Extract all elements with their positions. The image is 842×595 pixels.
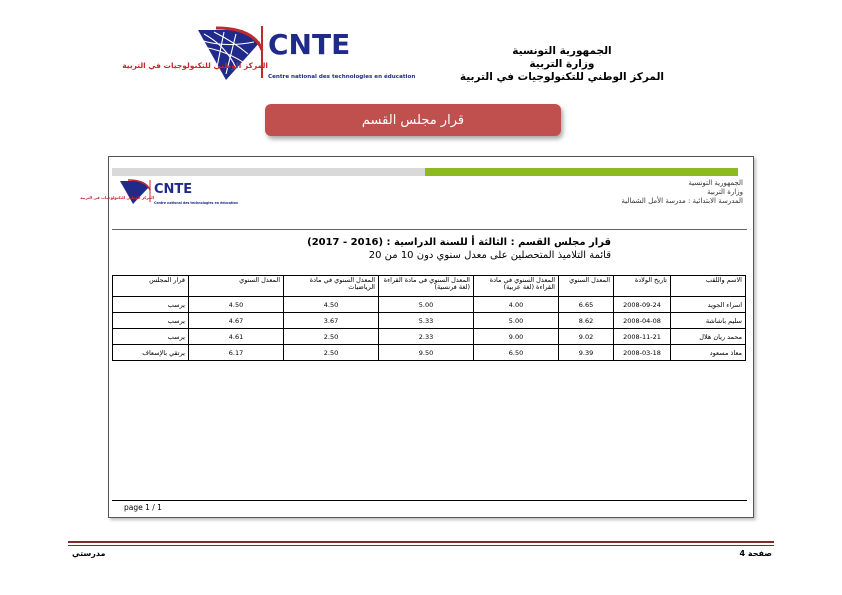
col-header-name: الاسم واللقب bbox=[671, 276, 746, 297]
table-header-row bbox=[113, 276, 746, 297]
col-header-annual: المعدل السنوي bbox=[559, 276, 614, 297]
cell-dob: 2008-03-18 bbox=[614, 345, 671, 361]
col-header-decision: قرار المجلس bbox=[113, 276, 189, 297]
header-stripe-green bbox=[425, 168, 738, 176]
brand-arabic: المركز الوطني للتكنولوجيات في التربية bbox=[122, 61, 268, 70]
brand-text-small: CNTE bbox=[154, 182, 193, 197]
cell-annual: 9.02 bbox=[559, 329, 614, 345]
cell-decision: يرتقي بالإسعاف bbox=[113, 345, 189, 361]
cnte-logo-small bbox=[80, 178, 239, 208]
cell-avg: 4.50 bbox=[189, 297, 284, 313]
page-title: قرار مجلس القسم bbox=[361, 112, 465, 128]
col-header-arabic: المعدل السنوي في مادة القراءة (لغة عربية) bbox=[474, 276, 559, 297]
cell-avg: 6.17 bbox=[189, 345, 284, 361]
cell-math: 3.67 bbox=[284, 313, 379, 329]
cell-annual: 6.65 bbox=[559, 297, 614, 313]
cell-arabic: 9.00 bbox=[474, 329, 559, 345]
cell-french: 5.00 bbox=[379, 297, 474, 313]
document-header bbox=[621, 179, 743, 206]
doc-header-line: الجمهورية التونسية bbox=[688, 179, 743, 187]
cell-name: معاذ مسعود bbox=[671, 345, 746, 361]
table-row bbox=[113, 345, 746, 361]
document-preview bbox=[80, 156, 754, 518]
page-title-banner bbox=[265, 104, 561, 136]
page-number: page 1 / 1 bbox=[124, 503, 162, 512]
footer-site-name: مدرستي bbox=[72, 549, 106, 558]
footer-rule-thin bbox=[68, 545, 774, 546]
brand-french: Centre national des technologies en éducation bbox=[268, 74, 416, 80]
cell-math: 2.50 bbox=[284, 345, 379, 361]
col-header-avg: المعدل السنوي bbox=[189, 276, 284, 297]
cell-french: 9.50 bbox=[379, 345, 474, 361]
cell-avg: 4.61 bbox=[189, 329, 284, 345]
table-row bbox=[113, 329, 746, 345]
header-line-2: وزارة التربية bbox=[529, 58, 595, 70]
cnte-globe-icon bbox=[122, 24, 416, 86]
cell-french: 5.33 bbox=[379, 313, 474, 329]
col-header-french: المعدل السنوي في مادة القراءة (لغة فرنسية) bbox=[379, 276, 474, 297]
document-title: قرار مجلس القسم : الثالثة أ للسنة الدراسية : (2016 - 2017) bbox=[307, 237, 611, 248]
cell-french: 2.33 bbox=[379, 329, 474, 345]
col-header-dob: تاريخ الولادة bbox=[614, 276, 671, 297]
ministry-header bbox=[460, 45, 664, 84]
cell-math: 4.50 bbox=[284, 297, 379, 313]
brand-text: CNTE bbox=[268, 28, 351, 61]
cell-decision: يرسب bbox=[113, 297, 189, 313]
cell-arabic: 6.50 bbox=[474, 345, 559, 361]
cell-arabic: 4.00 bbox=[474, 297, 559, 313]
header-line-1: الجمهورية التونسية bbox=[512, 45, 612, 57]
cell-annual: 9.39 bbox=[559, 345, 614, 361]
results-table bbox=[112, 275, 746, 361]
cell-annual: 8.62 bbox=[559, 313, 614, 329]
cell-decision: يرسب bbox=[113, 329, 189, 345]
footer-rule bbox=[68, 541, 774, 543]
doc-header-line: المدرسة الابتدائية : مدرسة الأمل الشمالية bbox=[621, 197, 743, 205]
table-row bbox=[113, 313, 746, 329]
document-subtitle: قائمة التلاميذ المتحصلين على معدل سنوي دون 10 من 20 bbox=[368, 250, 611, 261]
cell-dob: 2008-09-24 bbox=[614, 297, 671, 313]
cell-math: 2.50 bbox=[284, 329, 379, 345]
cnte-logo bbox=[122, 24, 416, 86]
divider bbox=[112, 229, 747, 230]
cell-dob: 2008-11-21 bbox=[614, 329, 671, 345]
header-stripe-gray bbox=[112, 168, 425, 176]
brand-arabic-small: المركز الوطني للتكنولوجيات في التربية bbox=[80, 195, 154, 200]
brand-french-small: Centre national des technologies en éducation bbox=[154, 201, 238, 205]
footer-page-number: صفحة 4 bbox=[739, 549, 772, 558]
cell-name: اسراء الجويد bbox=[671, 297, 746, 313]
footer-divider bbox=[112, 500, 747, 501]
cnte-globe-icon-small bbox=[80, 178, 239, 208]
cell-decision: يرسب bbox=[113, 313, 189, 329]
cell-dob: 2008-04-08 bbox=[614, 313, 671, 329]
table-row bbox=[113, 297, 746, 313]
cell-avg: 4.67 bbox=[189, 313, 284, 329]
doc-header-line: وزارة التربية bbox=[707, 188, 743, 196]
col-header-math: المعدل السنوي في مادة الرياضيات bbox=[284, 276, 379, 297]
cell-name: محمد ريان هلال bbox=[671, 329, 746, 345]
header-line-3: المركز الوطني للتكنولوجيات في التربية bbox=[459, 71, 664, 83]
cell-name: سليم باشاشة bbox=[671, 313, 746, 329]
cell-arabic: 5.00 bbox=[474, 313, 559, 329]
